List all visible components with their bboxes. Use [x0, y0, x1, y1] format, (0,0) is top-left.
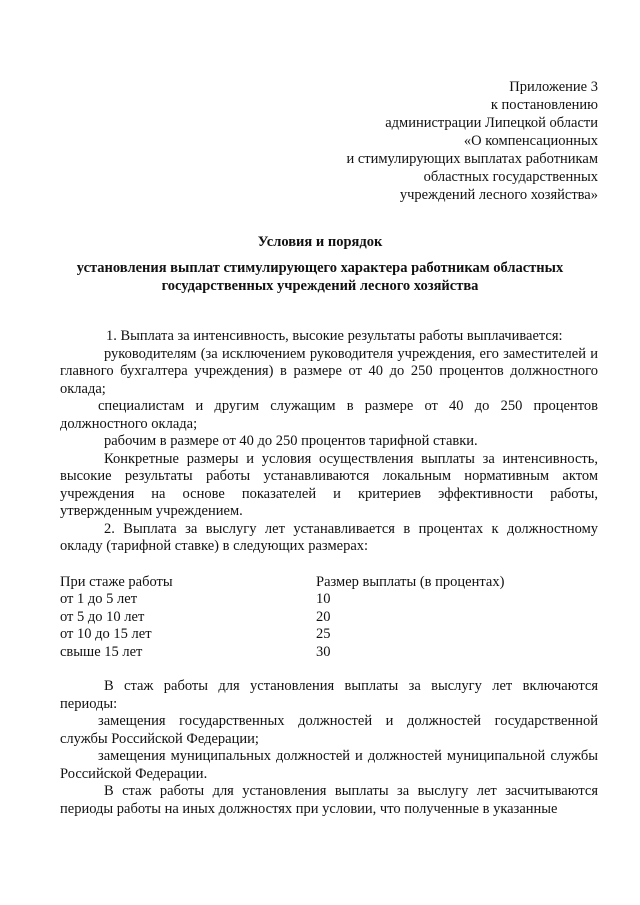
paragraph: 1. Выплата за интенсивность, высокие результаты работы выплачивается: — [106, 328, 563, 344]
table-cell: 30 — [316, 643, 331, 660]
appendix-line: учреждений лесного хозяйства» — [399, 187, 598, 203]
seniority-table — [60, 574, 598, 662]
appendix-line: «О компенсационных — [463, 133, 598, 149]
table-cell: от 10 до 15 лет — [60, 626, 152, 642]
table-row — [60, 609, 598, 627]
table-cell: 20 — [316, 608, 331, 625]
table-header-row — [60, 574, 598, 592]
table-header-cell: Размер выплаты (в процентах) — [316, 573, 505, 590]
paragraph: замещения муниципальных должностей и должностей муниципальной службы Российской Федерации. — [60, 748, 598, 782]
table-cell: 10 — [316, 591, 331, 607]
paragraph: 2. Выплата за выслугу лет устанавливается в процентах к должностному окладу (тарифной ставке) в следующих размерах: — [60, 520, 598, 554]
paragraph: замещения государственных должностей и должностей государственной службы Российской Федерации; — [60, 713, 598, 747]
document-body — [60, 328, 598, 818]
appendix-line: и стимулирующих выплатах работникам — [346, 151, 598, 167]
table-row — [60, 626, 598, 644]
table-row — [60, 591, 598, 609]
title-line-2: установления выплат стимулирующего характера работникам областных государственных учреждений лесного хозяйства — [76, 260, 564, 294]
appendix-header — [346, 78, 598, 204]
table-cell: свыше 15 лет — [60, 643, 143, 660]
table-cell: от 1 до 5 лет — [60, 591, 138, 607]
paragraph: специалистам и другим служащим в размере от 40 до 250 процентов должностного оклада; — [60, 398, 598, 432]
table-header-cell: При стаже работы — [60, 573, 173, 590]
document-title — [0, 233, 640, 295]
paragraph: В стаж работы для установления выплаты за выслугу лет включаются периоды: — [60, 678, 598, 712]
title-line-1: Условия и порядок — [257, 234, 383, 250]
appendix-line: областных государственных — [423, 169, 598, 185]
table-cell: от 5 до 10 лет — [60, 608, 145, 625]
paragraph: рабочим в размере от 40 до 250 процентов тарифной ставки. — [104, 433, 478, 449]
appendix-line: Приложение 3 — [509, 79, 598, 95]
table-cell: 25 — [316, 626, 331, 642]
appendix-line: администрации Липецкой области — [385, 115, 598, 131]
paragraph: В стаж работы для установления выплаты за выслугу лет засчитываются периоды работы на иных должностях при условии, что полученные в указанные — [60, 783, 598, 817]
table-row — [60, 644, 598, 662]
appendix-line: к постановлению — [490, 97, 598, 113]
paragraph: Конкретные размеры и условия осуществления выплаты за интенсивность, высокие результаты работы устанавливаются локальным нормативным актом учреждения на основе показателей и критериев эффективности работы, утвержденным учреждением. — [60, 450, 598, 519]
paragraph: руководителям (за исключением руководителя учреждения, его заместителей и главного бухгалтера учреждения) в размере от 40 до 250 процентов должностного оклада; — [60, 345, 598, 397]
